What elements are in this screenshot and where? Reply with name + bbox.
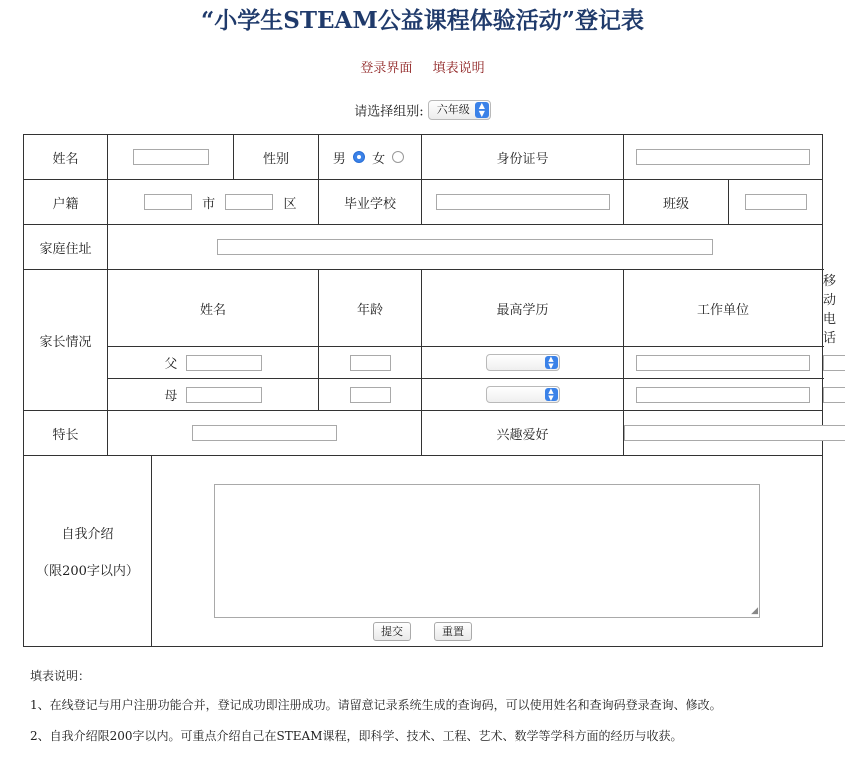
instructions-link[interactable]: 填表说明 [432, 61, 485, 76]
mother-education-select[interactable] [486, 386, 560, 403]
gender-male-label: 男 [332, 151, 346, 167]
father-age-input[interactable] [350, 355, 391, 371]
talent-label: 特长 [24, 411, 108, 456]
gender-options [319, 135, 422, 180]
submit-button[interactable]: 提交 [373, 622, 411, 641]
notes-item: 2、自我介绍限200字以内。可重点介绍自己在STEAM课程，即科学、技术、工程、艺术、数学等学科方面的经历与收获。 [30, 729, 683, 743]
notes-item: 1、在线登记与用户注册功能合并，登记成功即注册成功。请留意记录系统生成的查询码，可以使用姓名和查询码登录查询、修改。 [30, 698, 722, 712]
hukou-district-input[interactable] [225, 194, 273, 210]
parent-col-name: 姓名 [108, 270, 319, 347]
school-input[interactable] [436, 194, 610, 210]
parent-col-education: 最高学历 [422, 270, 624, 347]
intro-textarea[interactable] [214, 484, 760, 618]
school-label: 毕业学校 [319, 180, 422, 225]
reset-button[interactable]: 重置 [434, 622, 472, 641]
group-label: 请选择组别: [354, 104, 424, 120]
form-buttons [0, 620, 845, 641]
page-title: “小学生STEAM公益课程体验活动”登记表 [200, 7, 645, 34]
top-links [0, 57, 845, 76]
hobby-label: 兴趣爱好 [422, 411, 624, 456]
notes-heading: 填表说明： [30, 669, 91, 683]
gender-female-label: 女 [372, 151, 386, 167]
group-selector-row [0, 100, 845, 120]
mother-phone-input[interactable] [823, 387, 845, 403]
mother-name-cell [108, 379, 319, 411]
id-number-input[interactable] [636, 149, 810, 165]
resize-grip-icon[interactable]: ◢ [751, 606, 758, 616]
city-suffix: 市 [202, 196, 216, 212]
intro-label: 自我介绍 [61, 527, 114, 542]
father-name-cell [108, 347, 319, 379]
hukou-label: 户籍 [24, 180, 108, 225]
father-education-select[interactable] [486, 354, 560, 371]
mother-name-input[interactable] [186, 387, 262, 403]
group-select[interactable] [428, 100, 491, 120]
address-input[interactable] [217, 239, 713, 255]
mother-label: 母 [164, 389, 178, 404]
instructions-section [30, 667, 722, 744]
gender-female-radio[interactable] [392, 151, 404, 163]
class-input[interactable] [745, 194, 807, 210]
parent-col-workplace: 工作单位 [624, 270, 823, 347]
address-label: 家庭住址 [24, 225, 108, 270]
mother-age-input[interactable] [350, 387, 391, 403]
gender-male-radio[interactable] [353, 151, 365, 163]
chevron-updown-icon: ▲ ▼ [475, 102, 489, 118]
chevron-updown-icon: ▲ ▼ [545, 388, 558, 401]
hobby-input[interactable] [624, 425, 845, 441]
parent-col-age: 年龄 [319, 270, 422, 347]
talent-input[interactable] [192, 425, 337, 441]
father-phone-input[interactable] [823, 355, 845, 371]
district-suffix: 区 [283, 196, 297, 212]
parents-label: 家长情况 [24, 270, 108, 411]
mother-workplace-input[interactable] [636, 387, 810, 403]
intro-label-cell [24, 456, 152, 647]
chevron-updown-icon: ▲ ▼ [545, 356, 558, 369]
hukou-city-input[interactable] [144, 194, 192, 210]
group-select-value: 六年级 [436, 103, 470, 116]
registration-form: 姓名 性别 男 女 身份证号 户籍 市 区 毕业学校 班级 家庭住址 家长情况 姓名 年龄 最高学历 工作单位 移动电话 父 ▲ ▼ 母 ▲ ▼ 特长 兴趣爱好 自我介绍 （限200字以内） ◢ [23, 134, 823, 647]
name-label: 姓名 [24, 135, 108, 180]
father-workplace-input[interactable] [636, 355, 810, 371]
intro-limit: （限200字以内） [36, 564, 139, 579]
class-label: 班级 [624, 180, 729, 225]
student-name-input[interactable] [133, 149, 209, 165]
father-name-input[interactable] [186, 355, 262, 371]
father-label: 父 [164, 357, 178, 372]
login-link[interactable]: 登录界面 [360, 61, 413, 76]
id-number-label: 身份证号 [422, 135, 624, 180]
gender-label: 性别 [234, 135, 319, 180]
